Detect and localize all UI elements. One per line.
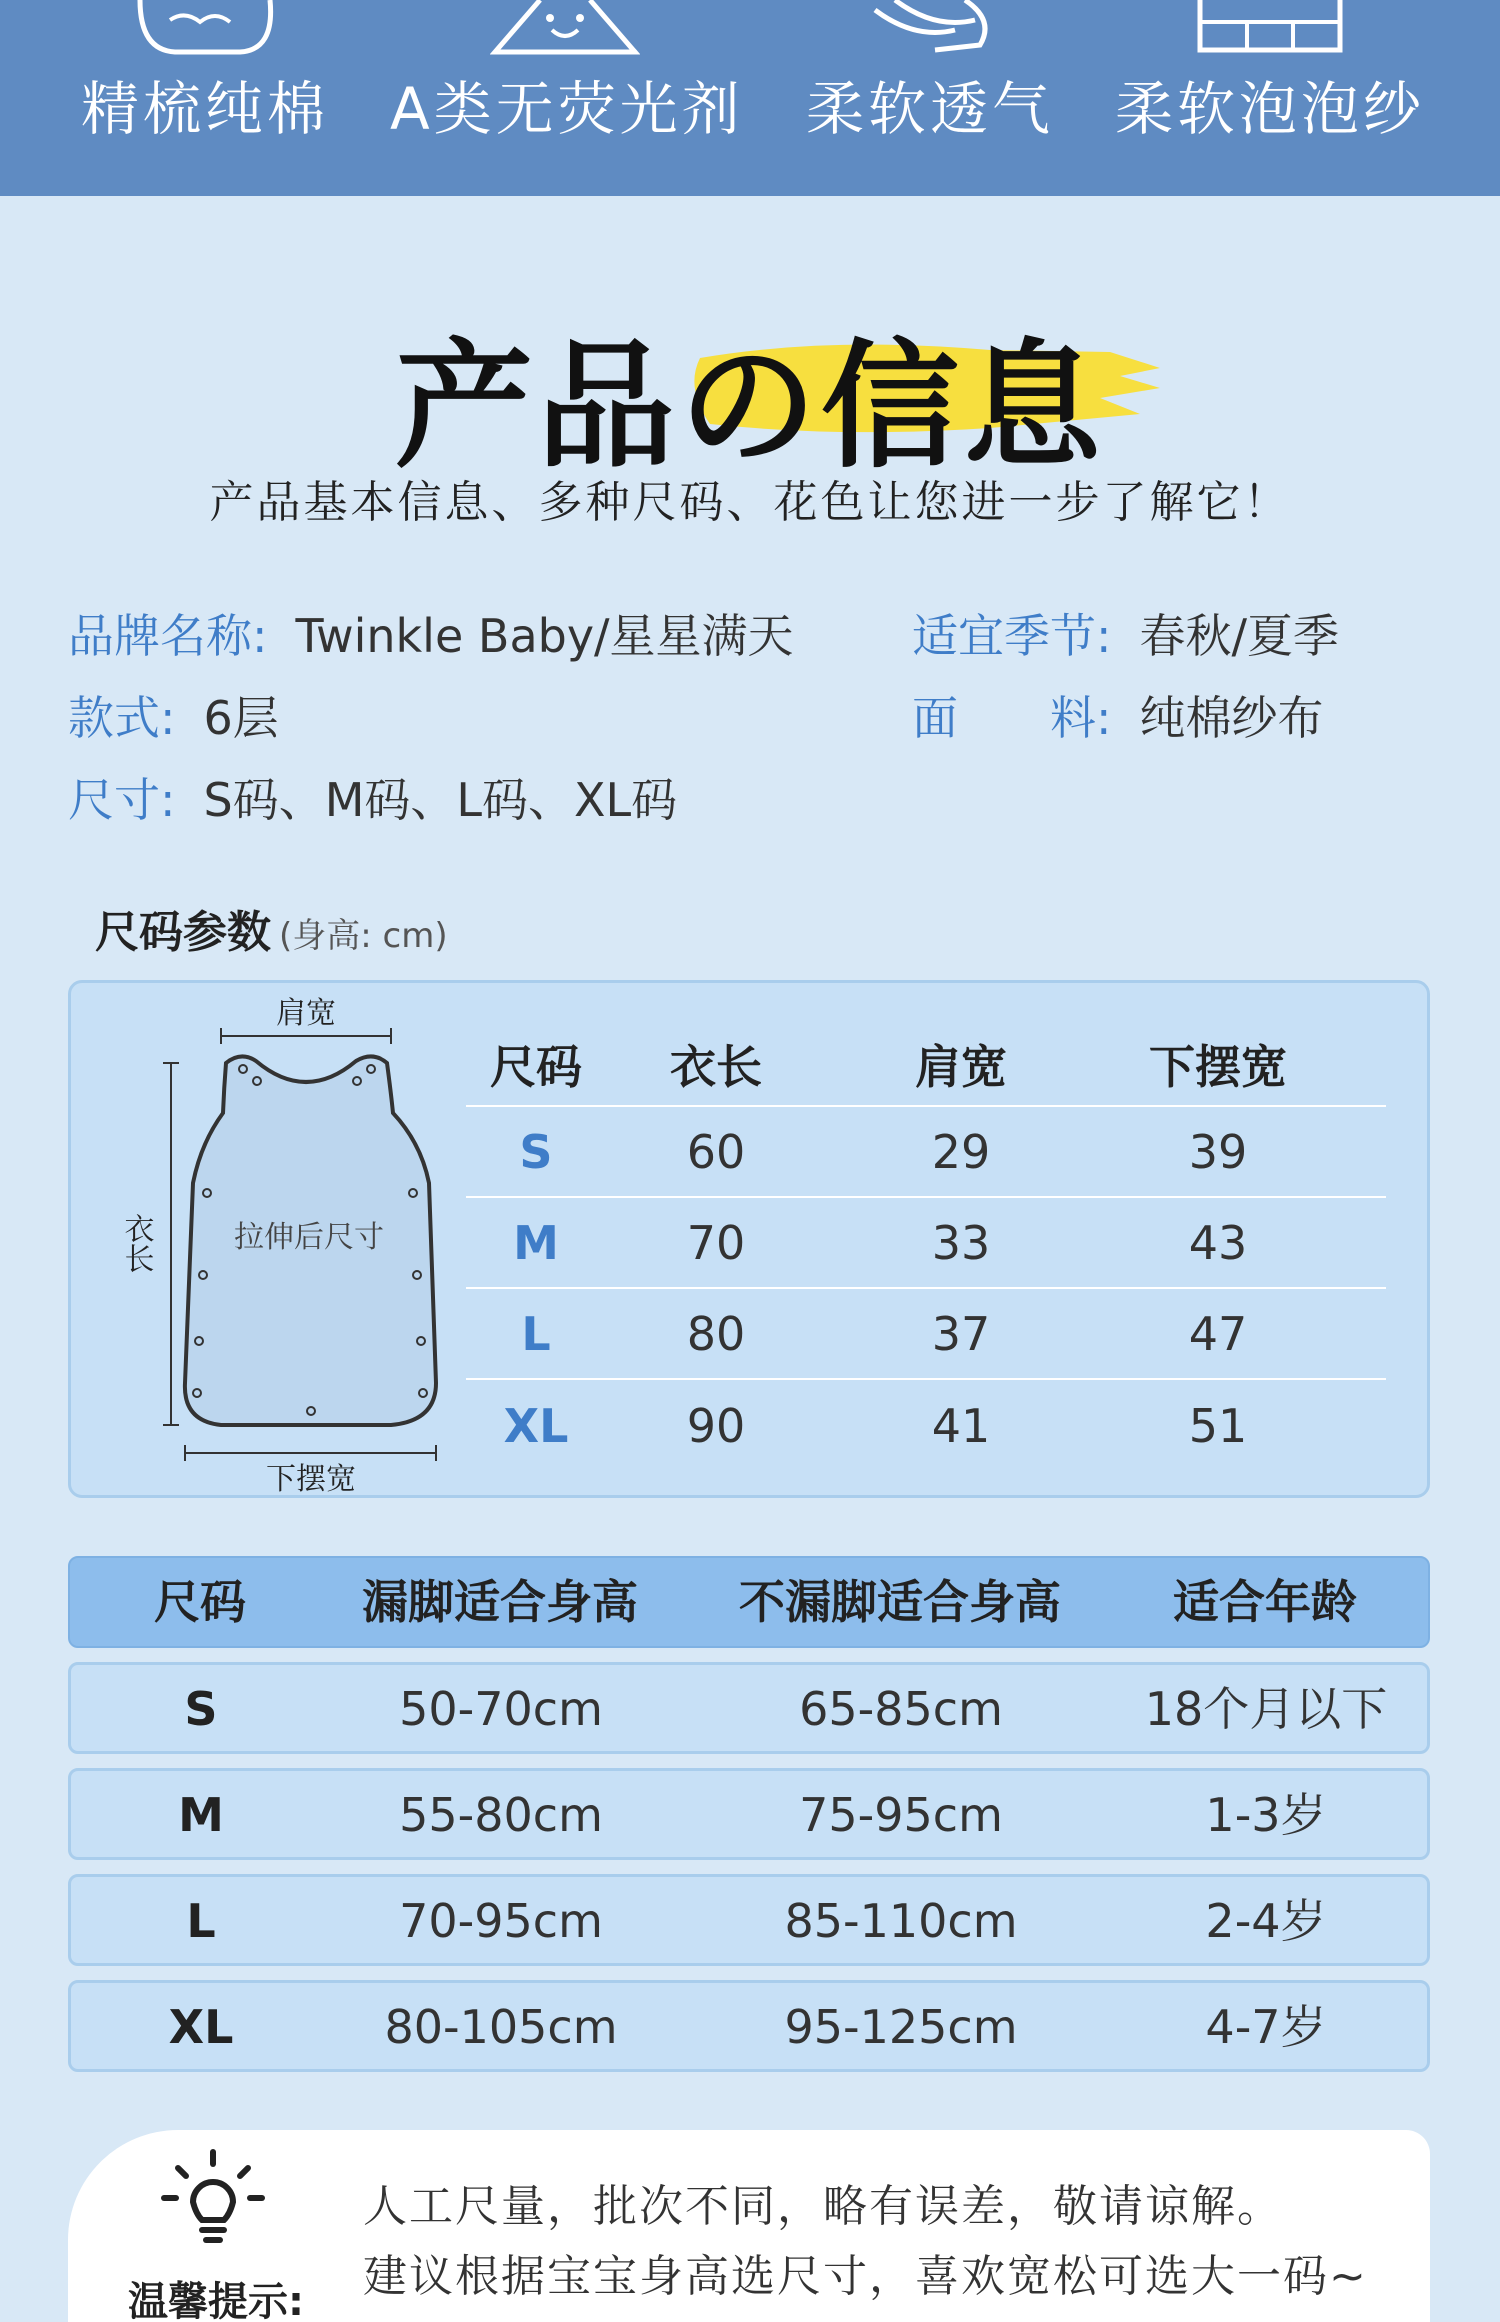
without-feet-cell: 95-125cm [784, 2000, 1018, 2054]
header-cell: 适合年龄 [1173, 1575, 1357, 1629]
feature-label: A类无荧光剂 [390, 75, 744, 143]
info-value: S码、M码、L码、XL码 [203, 773, 678, 827]
age-cell: 4-7岁 [1205, 2000, 1327, 2054]
without-feet-cell: 75-95cm [799, 1788, 1003, 1842]
header-cell: 肩宽 [915, 1040, 1007, 1094]
with-feet-cell: 70-95cm [399, 1894, 603, 1948]
hem-cell: 43 [1188, 1215, 1248, 1270]
size-table-header [466, 1023, 1386, 1107]
size-cell: L [186, 1894, 216, 1948]
fabric-grid-icon [1195, 0, 1345, 60]
height-table-header [68, 1556, 1430, 1648]
info-style [68, 682, 279, 748]
size-cell: M [513, 1215, 559, 1270]
info-key: 款式: [68, 691, 176, 745]
table-row [68, 1768, 1430, 1860]
info-size [68, 764, 677, 830]
shoulder-cell: 29 [931, 1124, 991, 1179]
airflow-icon [855, 0, 1005, 60]
cloud-icon [130, 0, 280, 60]
without-feet-cell: 85-110cm [784, 1894, 1018, 1948]
size-cell: XL [503, 1398, 569, 1453]
feature-breathable [780, 0, 1080, 196]
section-title [0, 290, 1500, 487]
info-value: 春秋/夏季 [1139, 609, 1339, 663]
info-key: 适宜季节: [912, 609, 1112, 663]
shoulder-cell: 41 [931, 1398, 991, 1453]
tip-line-1: 人工尺量，批次不同，略有误差，敬请谅解。 [363, 2181, 1283, 2232]
header-cell: 不漏脚适合身高 [739, 1575, 1061, 1629]
feature-label: 柔软泡泡纱 [1114, 75, 1425, 143]
lightbulb-icon [158, 2148, 268, 2258]
size-cell: XL [168, 2000, 234, 2054]
size-cell: M [178, 1788, 224, 1842]
info-key: 品牌名称: [68, 609, 268, 663]
shoulder-cell: 37 [931, 1306, 991, 1361]
table-row [68, 1874, 1430, 1966]
info-brand [68, 600, 794, 666]
size-table [466, 1023, 1386, 1471]
hem-cell: 51 [1188, 1398, 1248, 1453]
info-key: 面 料: [912, 691, 1112, 745]
table-row [466, 1107, 1386, 1198]
header-cell: 漏脚适合身高 [362, 1575, 638, 1629]
table-row [68, 1662, 1430, 1754]
feature-no-fluorescent [390, 0, 744, 196]
with-feet-cell: 55-80cm [399, 1788, 603, 1842]
info-value: 6层 [203, 691, 279, 745]
length-cell: 60 [686, 1124, 746, 1179]
tip-label: 温馨提示: [128, 2279, 304, 2322]
length-cell: 70 [686, 1215, 746, 1270]
info-value: 纯棉纱布 [1139, 691, 1324, 745]
with-feet-cell: 80-105cm [384, 2000, 618, 2054]
header-cell: 下摆宽 [1149, 1040, 1287, 1094]
info-value: Twinkle Baby/星星满天 [295, 609, 794, 663]
header-cell: 尺码 [154, 1575, 246, 1629]
age-cell: 2-4岁 [1205, 1894, 1327, 1948]
page-title: 产品の信息 [394, 326, 1105, 487]
shoulder-cell: 33 [931, 1215, 991, 1270]
hem-cell: 39 [1188, 1124, 1248, 1179]
table-row [466, 1289, 1386, 1380]
size-section-unit: (身高: cm) [279, 916, 448, 956]
header-cell: 衣长 [670, 1040, 762, 1094]
age-cell: 18个月以下 [1144, 1682, 1388, 1736]
without-feet-cell: 65-85cm [799, 1682, 1003, 1736]
info-season [912, 600, 1339, 666]
info-key: 尺寸: [68, 773, 176, 827]
tip-box [68, 2130, 1430, 2322]
with-feet-cell: 50-70cm [399, 1682, 603, 1736]
stretch-note: 拉伸后尺寸 [234, 1220, 384, 1255]
tip-line-2: 建议根据宝宝身高选尺寸，喜欢宽松可选大一码~ [363, 2251, 1368, 2302]
hem-label: 下摆宽 [266, 1462, 356, 1493]
hem-cell: 47 [1188, 1306, 1248, 1361]
size-section-label: 尺码参数 [95, 907, 271, 958]
size-cell: S [184, 1682, 218, 1736]
feature-banner [0, 0, 1500, 196]
size-cell: L [521, 1306, 551, 1361]
feature-label: 精梳纯棉 [80, 75, 329, 143]
table-row [466, 1198, 1386, 1289]
length-cell: 90 [686, 1398, 746, 1453]
sleeping-bag-diagram [91, 993, 471, 1493]
feature-label: 柔软透气 [805, 75, 1054, 143]
size-card [68, 980, 1430, 1498]
table-row [466, 1380, 1386, 1471]
page-subtitle: 产品基本信息、多种尺码、花色让您进一步了解它！ [209, 477, 1291, 528]
length-cell: 80 [686, 1306, 746, 1361]
table-row [68, 1980, 1430, 2072]
size-cell: S [519, 1124, 553, 1179]
size-section-title [95, 896, 448, 960]
length-label: 衣长 [118, 1213, 154, 1273]
header-cell: 尺码 [490, 1040, 582, 1094]
feature-combed-cotton [50, 0, 360, 196]
info-fabric [912, 682, 1324, 748]
age-cell: 1-3岁 [1205, 1788, 1327, 1842]
smiley-triangle-icon [490, 0, 640, 60]
shoulder-label: 肩宽 [276, 996, 336, 1031]
feature-seersucker [1110, 0, 1430, 196]
